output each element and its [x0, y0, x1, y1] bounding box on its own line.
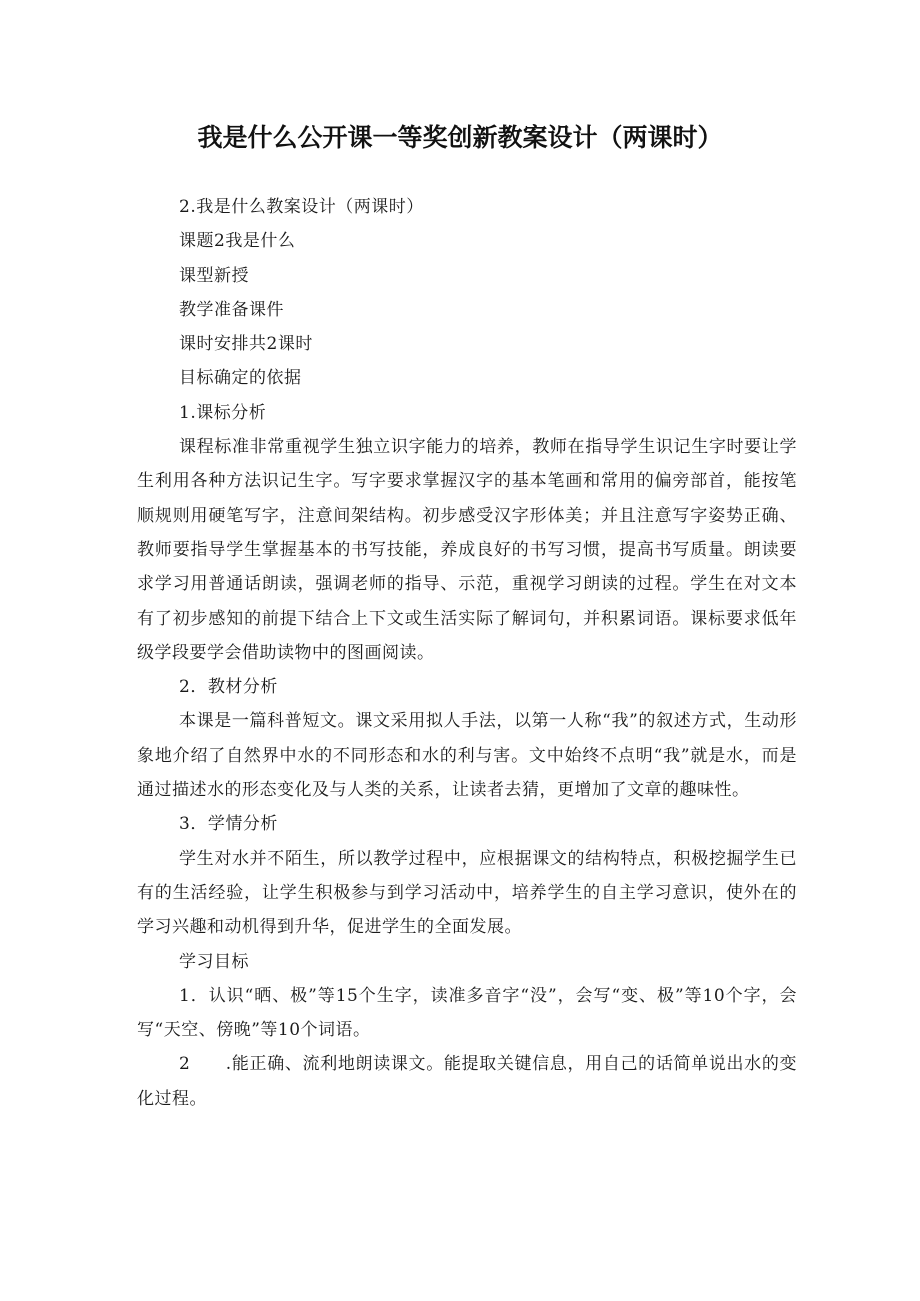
header-line-type: 课型新授 — [179, 265, 249, 286]
goal-item-1: 1．认识“晒、极”等15个生字，读准多音字“没”，会写“变、极”等10个字，会写“天空、傍晚”等10个词语。 — [137, 985, 797, 1041]
header-line-lesson: 2.我是什么教案设计（两课时） — [179, 197, 424, 217]
paragraph-textbook: 本课是一篇科普短文。课文采用拟人手法，以第一人称“我”的叙述方式，生动形象地介绍了自然界中水的不同形态和水的利与害。文中始终不点明“我”就是水，而是通过描述水的形态变化及与人类的关系，让读者去猜，更增加了文章的趣味性。 — [137, 711, 797, 801]
section-heading-learners: 3．学情分析 — [179, 814, 278, 835]
document-body — [137, 190, 797, 1116]
section-heading-goals: 学习目标 — [179, 951, 249, 972]
document-title: 我是什么公开课一等奖创新教案设计（两课时） — [197, 123, 723, 152]
header-line-prep: 教学准备课件 — [179, 299, 284, 320]
goal-item-2: 2 .能正确、流利地朗读课文。能提取关键信息，用自己的话简单说出水的变化过程。 — [137, 1054, 797, 1109]
paragraph-standards: 课程标准非常重视学生独立识字能力的培养，教师在指导学生识记生字时要让学生利用各种方法识记生字。写字要求掌握汉字的基本笔画和常用的偏旁部首，能按笔顺规则用硬笔写字，注意间架结构。初步感受汉字形体美；并且注意写字姿势正确、教师要指导学生掌握基本的书写技能，养成良好的书写习惯，提高书写质量。朗读要求学习用普通话朗读，强调老师的指导、示范，重视学习朗读的过程。学生在对文本有了初步感知的前提下结合上下文或生活实际了解词句，并积累词语。课标要求低年级学段要学会借助读物中的图画阅读。 — [137, 437, 797, 663]
paragraph-learners: 学生对水并不陌生，所以教学过程中，应根据课文的结构特点，积极挖掘学生已有的生活经验，让学生积极参与到学习活动中，培养学生的自主学习意识，使外在的学习兴趣和动机得到升华，促进学生的全面发展。 — [137, 848, 797, 938]
header-line-topic: 课题2我是什么 — [179, 231, 296, 252]
section-heading-textbook: 2．教材分析 — [179, 677, 278, 698]
header-line-schedule: 课时安排共2课时 — [179, 334, 313, 355]
header-line-basis: 目标确定的依据 — [179, 368, 302, 389]
section-heading-standards: 1.课标分析 — [179, 402, 267, 423]
